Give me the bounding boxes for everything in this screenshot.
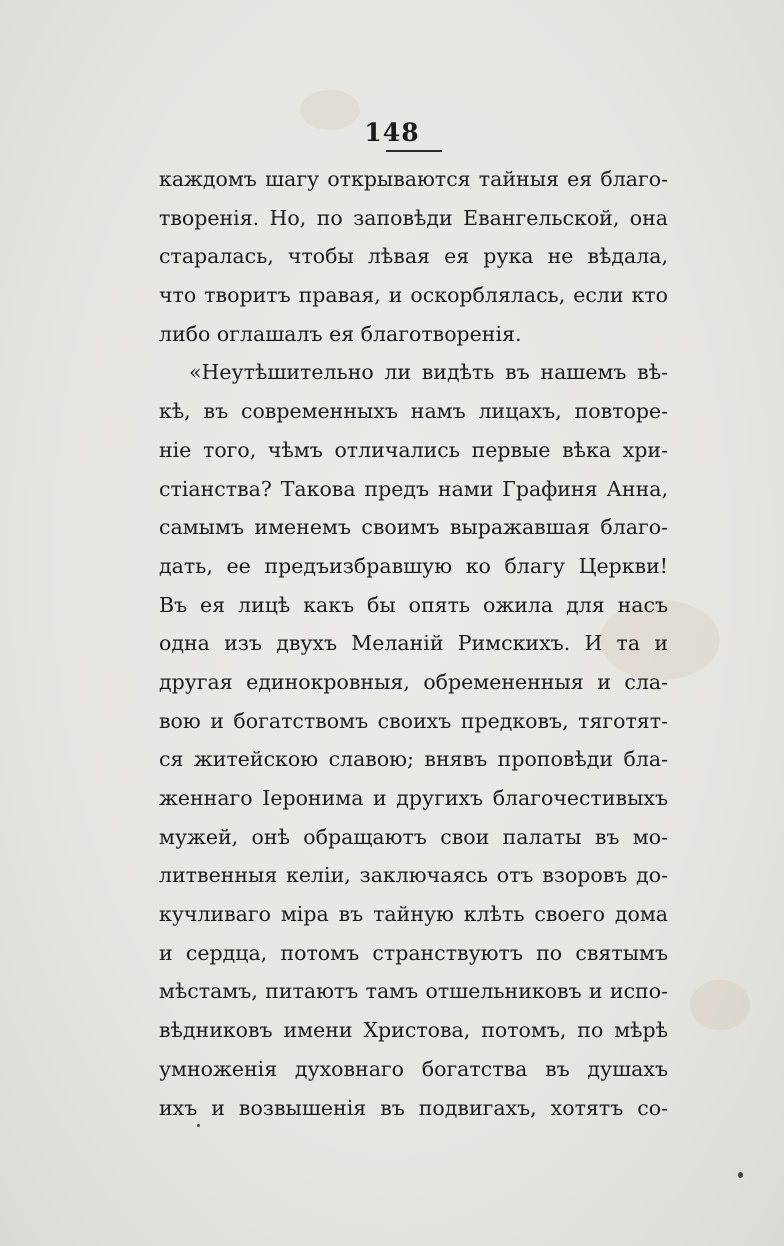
text-line: мужей, онѣ обращаютъ свои палаты въ мо- <box>159 824 668 849</box>
text-line: «Неутѣшительно ли видѣть въ нашемъ вѣ- <box>189 360 668 385</box>
text-line: умноженія духовнаго богатства въ душахъ <box>159 1056 668 1081</box>
text-line: самымъ именемъ своимъ выражавшая благо- <box>159 515 668 540</box>
text-line: кучливаго міра въ тайную клѣть своего дома <box>159 902 668 927</box>
text-line: стіанства? Такова предъ нами Графиня Анна, <box>159 476 668 501</box>
text-line: ся житейскою славою; внявъ проповѣди бла- <box>159 747 668 772</box>
page-number: 148 <box>364 118 420 147</box>
text-line: старалась, чтобы лѣвая ея рука не вѣдала, <box>159 244 668 269</box>
text-line: одна изъ двухъ Меланій Римскихъ. И та и <box>159 631 668 656</box>
text-line: вѣдниковъ имени Христова, потомъ, по мѣрѣ <box>159 1018 668 1043</box>
text-line: и сердца, потомъ странствуютъ по святымъ <box>159 940 668 965</box>
text-line: литвенныя келіи, заключаясь отъ взоровъ до- <box>159 863 668 888</box>
ink-speck <box>197 1124 200 1127</box>
text-line: вою и богатствомъ своихъ предковъ, тяготят- <box>159 708 668 733</box>
text-line: каждомъ шагу открываются тайныя ея благо- <box>159 167 668 191</box>
body-text <box>159 160 668 1127</box>
text-line: ніе того, чѣмъ отличались первые вѣка хри- <box>159 437 668 462</box>
text-line: кѣ, въ современныхъ намъ лицахъ, повторе- <box>159 399 668 424</box>
text-line: другая единокровныя, обремененныя и сла- <box>159 669 668 694</box>
text-line: Въ ея лицѣ какъ бы опять ожила для насъ <box>159 592 668 617</box>
text-line: творенія. Но, по заповѣди Евангельской, она <box>159 205 668 230</box>
text-line: дать, ее предъизбравшую ко благу Церкви! <box>159 553 668 578</box>
text-line: ихъ и возвышенія въ подвигахъ, хотятъ со- <box>159 1095 668 1120</box>
text-line: мѣстамъ, питаютъ тамъ отшельниковъ и испо- <box>159 979 668 1004</box>
paper-stain <box>690 980 750 1030</box>
page-number-underline <box>386 150 442 152</box>
text-line: женнаго Іеронима и другихъ благочестивыхъ <box>159 786 668 810</box>
ink-speck <box>738 1172 743 1178</box>
text-line: либо оглашалъ ея благотворенія. <box>159 321 522 346</box>
text-line: что творитъ правая, и оскорблялась, если кто <box>159 283 668 308</box>
